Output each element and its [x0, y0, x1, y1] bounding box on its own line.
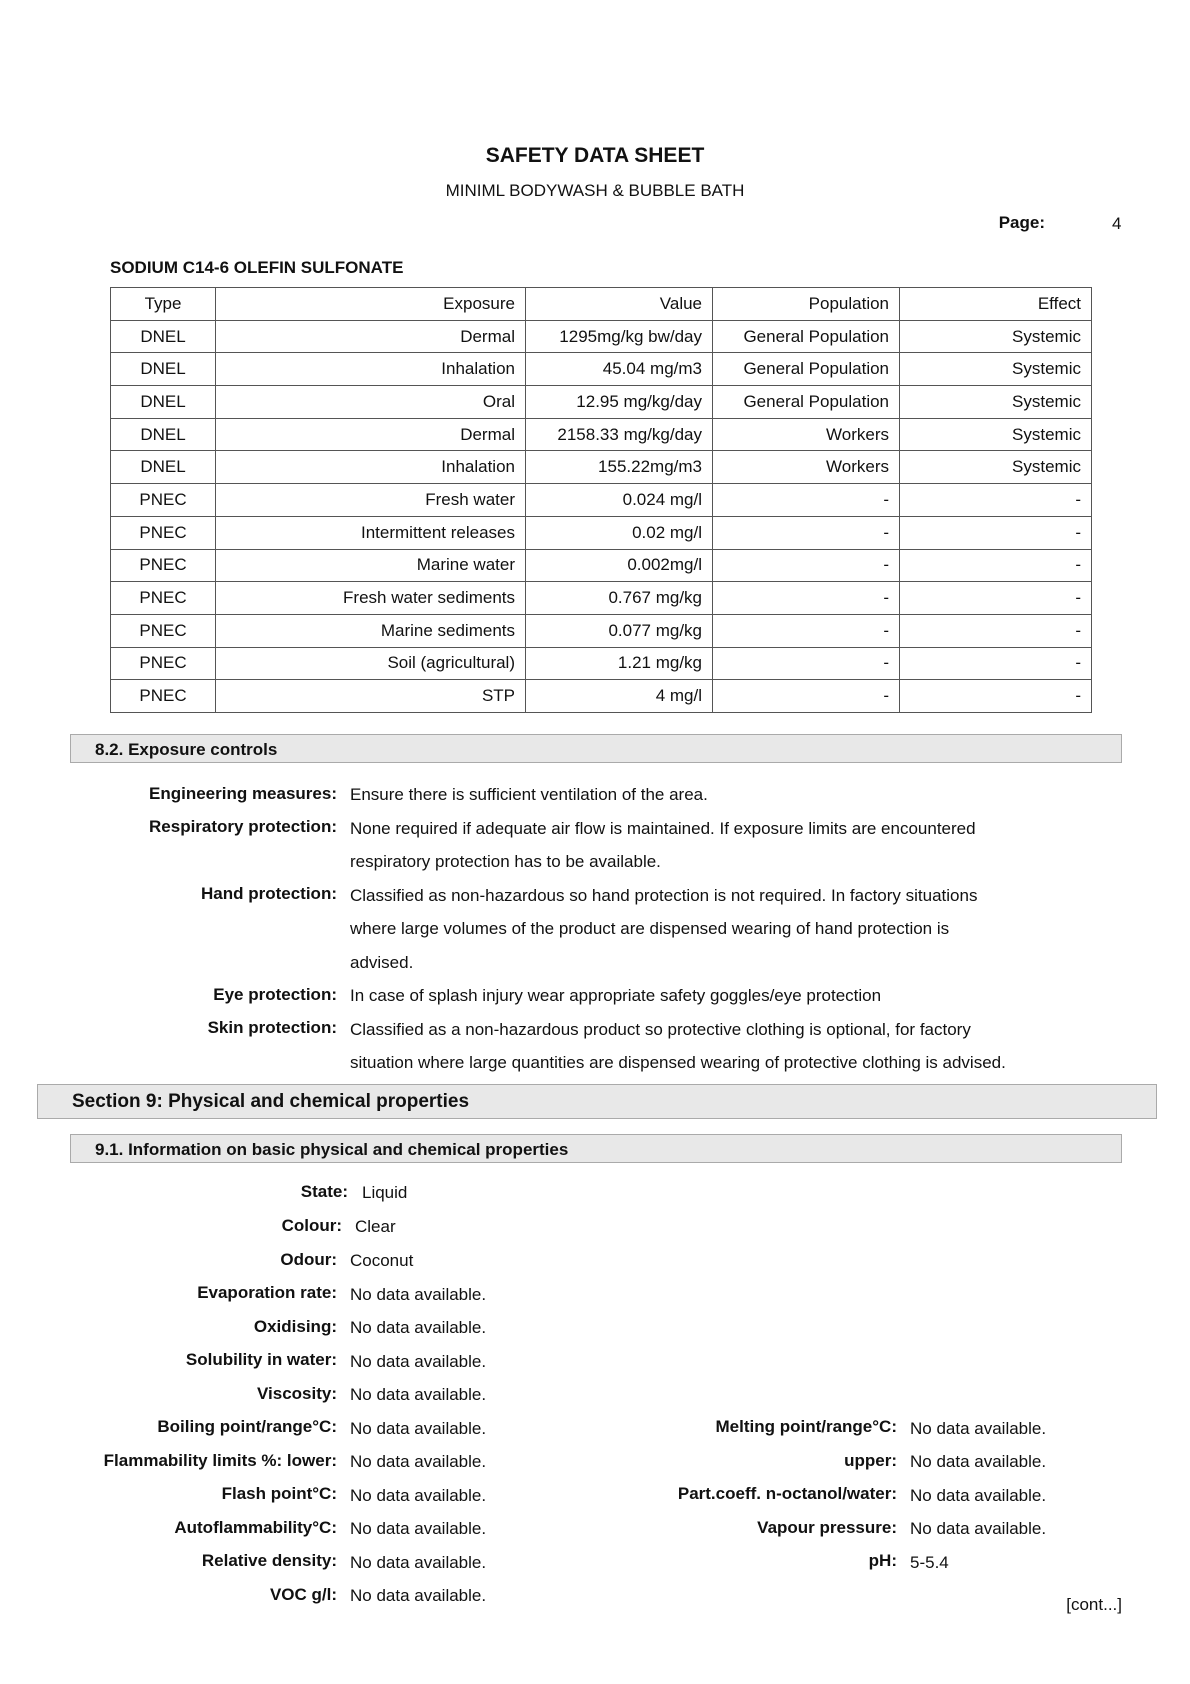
page-number: 4	[1112, 214, 1122, 233]
cell-type: PNEC	[111, 614, 216, 647]
flammability-upper-value: No data available.	[910, 1452, 1047, 1471]
relative-density-label: Relative density:	[201, 1551, 337, 1570]
cell-type: PNEC	[111, 680, 216, 713]
cell-effect: Systemic	[900, 418, 1092, 451]
cell-value: 1.21 mg/kg	[526, 647, 713, 680]
cell-effect: -	[900, 680, 1092, 713]
cell-population: Workers	[713, 418, 900, 451]
table-row	[111, 614, 1092, 647]
table-header-row	[111, 288, 1092, 321]
respiratory-protection-value-line2: respiratory protection has to be available.	[350, 852, 661, 871]
cell-population: Workers	[713, 451, 900, 484]
odour-value: Coconut	[350, 1251, 414, 1270]
table-row	[111, 353, 1092, 386]
continued-marker: [cont...]	[1066, 1595, 1122, 1614]
cell-type: PNEC	[111, 582, 216, 615]
cell-population: General Population	[713, 320, 900, 353]
colour-label: Colour:	[281, 1216, 342, 1235]
flammability-lower-label: Flammability limits %: lower:	[103, 1451, 337, 1470]
cell-population: -	[713, 516, 900, 549]
cell-type: PNEC	[111, 516, 216, 549]
cell-value: 0.02 mg/l	[526, 516, 713, 549]
cell-exposure: Oral	[216, 386, 526, 419]
cell-value: 155.22mg/m3	[526, 451, 713, 484]
cell-population: -	[713, 484, 900, 517]
column-header-exposure: Exposure	[216, 288, 526, 321]
column-header-type: Type	[111, 288, 216, 321]
table-row	[111, 386, 1092, 419]
table-row	[111, 451, 1092, 484]
hand-protection-value-line3: advised.	[350, 953, 414, 972]
table-row	[111, 549, 1092, 582]
odour-label: Odour:	[280, 1250, 337, 1269]
evaporation-rate-label: Evaporation rate:	[197, 1283, 337, 1302]
cell-exposure: Intermittent releases	[216, 516, 526, 549]
voc-label: VOC g/l:	[269, 1585, 337, 1604]
cell-effect: Systemic	[900, 353, 1092, 386]
boiling-point-value: No data available.	[350, 1419, 487, 1438]
cell-type: DNEL	[111, 353, 216, 386]
oxidising-value: No data available.	[350, 1318, 487, 1337]
cell-type: DNEL	[111, 386, 216, 419]
cell-value: 0.767 mg/kg	[526, 582, 713, 615]
solubility-in-water-label: Solubility in water:	[185, 1350, 337, 1369]
dnel-pnec-table	[110, 287, 1092, 713]
engineering-measures-value: Ensure there is sufficient ventilation of the area.	[350, 785, 708, 804]
cell-effect: -	[900, 614, 1092, 647]
cell-effect: -	[900, 484, 1092, 517]
cell-exposure: Inhalation	[216, 353, 526, 386]
cell-value: 45.04 mg/m3	[526, 353, 713, 386]
cell-population: General Population	[713, 386, 900, 419]
cell-value: 0.002mg/l	[526, 549, 713, 582]
cell-population: -	[713, 680, 900, 713]
table-row	[111, 516, 1092, 549]
cell-exposure: Dermal	[216, 418, 526, 451]
cell-effect: -	[900, 582, 1092, 615]
table-row	[111, 418, 1092, 451]
partition-coefficient-label: Part.coeff. n-octanol/water:	[677, 1484, 897, 1503]
cell-population: -	[713, 614, 900, 647]
cell-effect: Systemic	[900, 386, 1092, 419]
flash-point-value: No data available.	[350, 1486, 487, 1505]
colour-value: Clear	[355, 1217, 396, 1236]
table-row	[111, 582, 1092, 615]
cell-type: PNEC	[111, 549, 216, 582]
state-value: Liquid	[362, 1183, 408, 1202]
cell-exposure: Inhalation	[216, 451, 526, 484]
document-title: SAFETY DATA SHEET	[485, 144, 705, 167]
respiratory-protection-label: Respiratory protection:	[149, 817, 337, 836]
vapour-pressure-label: Vapour pressure:	[757, 1518, 897, 1537]
vapour-pressure-value: No data available.	[910, 1519, 1047, 1538]
melting-point-label: Melting point/range°C:	[715, 1417, 897, 1436]
cell-population: -	[713, 549, 900, 582]
page-label: Page:	[998, 213, 1045, 232]
cell-population: General Population	[713, 353, 900, 386]
cell-value: 0.024 mg/l	[526, 484, 713, 517]
eye-protection-label: Eye protection:	[213, 985, 337, 1004]
cell-type: DNEL	[111, 320, 216, 353]
skin-protection-label: Skin protection:	[207, 1018, 337, 1037]
section-9-1-heading: 9.1. Information on basic physical and chemical properties	[70, 1134, 1122, 1163]
state-label: State:	[300, 1182, 348, 1201]
table-row	[111, 647, 1092, 680]
engineering-measures-label: Engineering measures:	[148, 784, 337, 803]
cell-exposure: Marine sediments	[216, 614, 526, 647]
cell-value: 1295mg/kg bw/day	[526, 320, 713, 353]
cell-population: -	[713, 647, 900, 680]
cell-value: 2158.33 mg/kg/day	[526, 418, 713, 451]
autoflammability-value: No data available.	[350, 1519, 487, 1538]
cell-effect: -	[900, 647, 1092, 680]
melting-point-value: No data available.	[910, 1419, 1047, 1438]
flash-point-label: Flash point°C:	[221, 1484, 337, 1503]
table-row	[111, 680, 1092, 713]
substance-name: SODIUM C14-6 OLEFIN SULFONATE	[110, 258, 404, 277]
respiratory-protection-value-line1: None required if adequate air flow is maintained. If exposure limits are encountered	[350, 819, 976, 838]
cell-type: PNEC	[111, 647, 216, 680]
cell-exposure: Soil (agricultural)	[216, 647, 526, 680]
oxidising-label: Oxidising:	[253, 1317, 337, 1336]
viscosity-label: Viscosity:	[256, 1384, 337, 1403]
boiling-point-label: Boiling point/range°C:	[157, 1417, 337, 1436]
product-name: MINIML BODYWASH & BUBBLE BATH	[445, 181, 745, 200]
cell-population: -	[713, 582, 900, 615]
hand-protection-value-line1: Classified as non-hazardous so hand protection is not required. In factory situations	[350, 886, 978, 905]
cell-exposure: Fresh water	[216, 484, 526, 517]
ph-label: pH:	[868, 1551, 897, 1570]
flammability-lower-value: No data available.	[350, 1452, 487, 1471]
autoflammability-label: Autoflammability°C:	[174, 1518, 337, 1537]
viscosity-value: No data available.	[350, 1385, 487, 1404]
column-header-value: Value	[526, 288, 713, 321]
skin-protection-value-line1: Classified as a non-hazardous product so protective clothing is optional, for factory	[350, 1020, 971, 1039]
cell-value: 12.95 mg/kg/day	[526, 386, 713, 419]
voc-value: No data available.	[350, 1586, 487, 1605]
cell-exposure: Dermal	[216, 320, 526, 353]
cell-effect: Systemic	[900, 451, 1092, 484]
ph-value: 5-5.4	[910, 1553, 949, 1572]
cell-exposure: Fresh water sediments	[216, 582, 526, 615]
table-row	[111, 320, 1092, 353]
partition-coefficient-value: No data available.	[910, 1486, 1047, 1505]
column-header-population: Population	[713, 288, 900, 321]
cell-value: 0.077 mg/kg	[526, 614, 713, 647]
relative-density-value: No data available.	[350, 1553, 487, 1572]
skin-protection-value-line2: situation where large quantities are dispensed wearing of protective clothing is advised.	[350, 1053, 1006, 1072]
exposure-controls-heading: 8.2. Exposure controls	[70, 734, 1122, 763]
cell-exposure: STP	[216, 680, 526, 713]
table-row	[111, 484, 1092, 517]
hand-protection-value-line2: where large volumes of the product are dispensed wearing of hand protection is	[350, 919, 950, 938]
cell-effect: -	[900, 516, 1092, 549]
flammability-upper-label: upper:	[844, 1451, 897, 1470]
cell-effect: -	[900, 549, 1092, 582]
solubility-in-water-value: No data available.	[350, 1352, 487, 1371]
cell-type: DNEL	[111, 451, 216, 484]
eye-protection-value: In case of splash injury wear appropriate safety goggles/eye protection	[350, 986, 882, 1005]
column-header-effect: Effect	[900, 288, 1092, 321]
hand-protection-label: Hand protection:	[201, 884, 337, 903]
section-9-heading: Section 9: Physical and chemical properties	[37, 1084, 1157, 1119]
cell-effect: Systemic	[900, 320, 1092, 353]
evaporation-rate-value: No data available.	[350, 1285, 487, 1304]
cell-type: DNEL	[111, 418, 216, 451]
cell-exposure: Marine water	[216, 549, 526, 582]
cell-type: PNEC	[111, 484, 216, 517]
cell-value: 4 mg/l	[526, 680, 713, 713]
